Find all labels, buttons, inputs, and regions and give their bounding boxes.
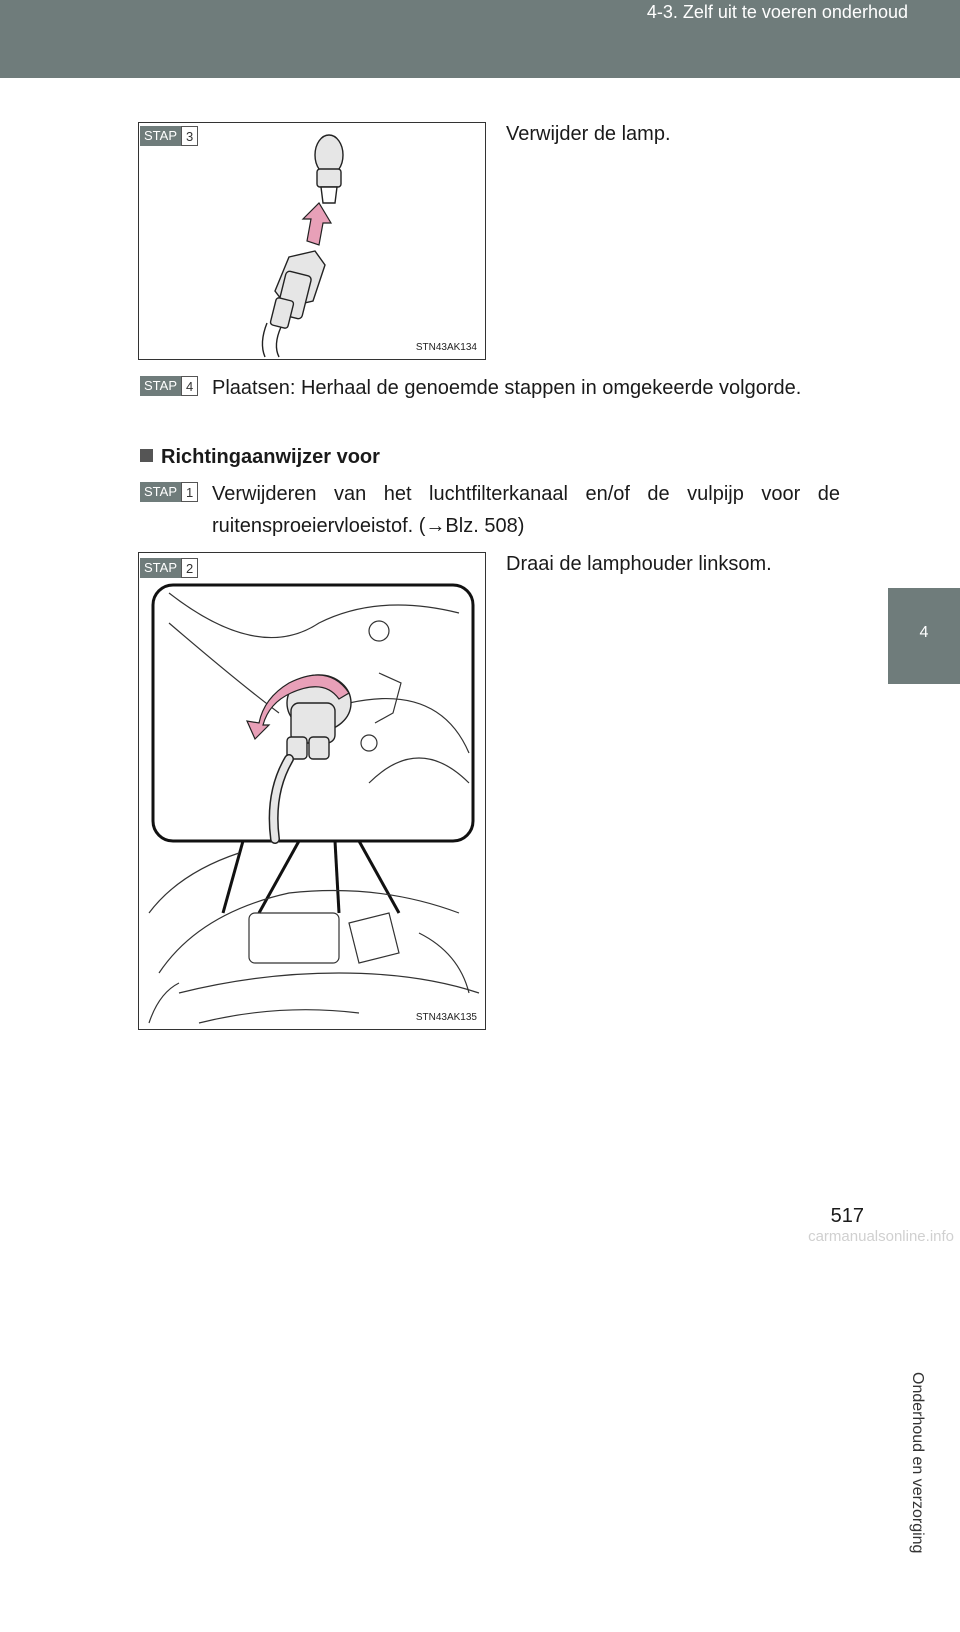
chapter-tab	[888, 588, 960, 684]
section-title: 4-3. Zelf uit te voeren onderhoud	[646, 2, 908, 22]
step-4-text: Plaatsen: Herhaal de genoemde stappen in omgekeerde volgorde.	[212, 377, 802, 399]
step-label: STAP	[140, 558, 181, 578]
step-label: STAP	[140, 482, 181, 502]
step-3-text: Verwijder de lamp.	[506, 123, 671, 145]
chapter-number: 4	[919, 624, 929, 641]
step-number: 4	[181, 376, 198, 396]
engine-bay-illustration	[139, 553, 485, 1029]
step-label: STAP	[140, 126, 181, 146]
step-badge-3	[140, 126, 198, 146]
section-heading-text: Richtingaanwijzer voor	[161, 446, 380, 468]
page-number: 517	[830, 1205, 864, 1227]
figure-code: STN43AK134	[415, 342, 477, 353]
step-badge-1	[140, 482, 198, 502]
step-2-text: Draai de lamphouder linksom.	[506, 553, 772, 575]
step-badge-4	[140, 376, 198, 396]
watermark: carmanualsonline.info	[808, 1228, 954, 1245]
step-badge-2	[140, 558, 198, 578]
step-label: STAP	[140, 376, 181, 396]
bulb-illustration	[139, 123, 485, 359]
chapter-title: Onderhoud en verzorging	[909, 1372, 926, 1554]
step-1-text: Verwijderen van het luchtfilterkanaal en/of de vulpijp voor de ruitensproeiervloeistof. (→Blz. 508)	[212, 483, 840, 537]
chapter-strip	[888, 684, 960, 1554]
section-heading	[140, 446, 380, 469]
step-number: 1	[181, 482, 198, 502]
header-bar	[0, 0, 960, 78]
figure-code: STN43AK135	[415, 1012, 477, 1023]
step-number: 3	[181, 126, 198, 146]
step-number: 2	[181, 558, 198, 578]
figure-remove-bulb	[138, 122, 486, 360]
figure-turn-holder	[138, 552, 486, 1030]
square-bullet-icon	[140, 449, 153, 462]
